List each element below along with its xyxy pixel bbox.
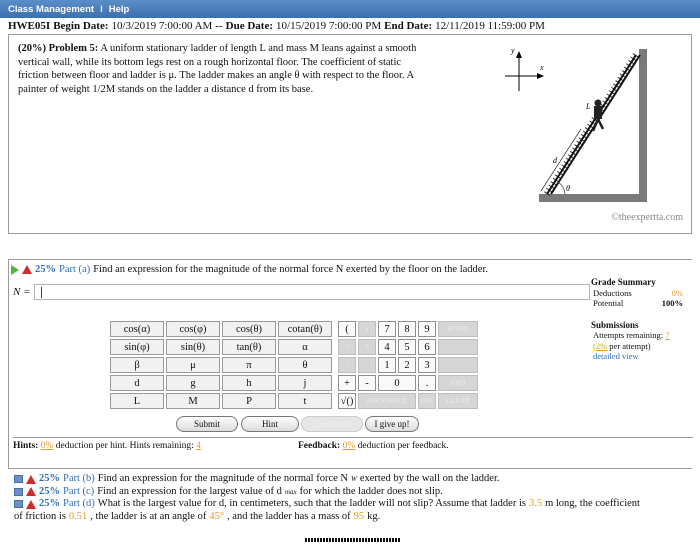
part-b-percent: 25% <box>39 473 60 484</box>
bottom-cut-edge <box>305 538 400 542</box>
key-sqrt[interactable]: √() <box>338 393 356 409</box>
key-P[interactable]: P <box>222 393 276 409</box>
hint-deduction-value: 0% <box>40 441 54 451</box>
key-h[interactable]: h <box>222 375 276 391</box>
ladder-shape <box>547 55 640 194</box>
part-d-row-cont <box>14 511 640 524</box>
dates-dash: -- <box>215 20 223 32</box>
submit-button[interactable]: Submit <box>176 416 238 432</box>
key-dot[interactable]: . <box>418 375 436 391</box>
key-clear: CLEAR <box>438 393 478 409</box>
text-cursor <box>41 287 42 298</box>
due-date: 10/15/2019 7:00:00 PM <box>276 20 382 32</box>
part-d-text: What is the largest value for d, in centimeters, such that the ladder will not slip? Assume that ladder is <box>97 498 526 509</box>
part-b-text: Find an expression for the magnitude of the normal force N <box>97 473 348 484</box>
key-cos-alpha[interactable]: cos(α) <box>110 321 164 337</box>
part-c-tail: for which the ladder does not slip. <box>299 485 443 497</box>
watermark: ©theexpertta.com <box>611 212 683 223</box>
part-c-sub: max <box>284 487 297 496</box>
key-backspace: BACKSPACE <box>358 393 416 409</box>
hint-button[interactable]: Hint <box>241 416 299 432</box>
hints-bar <box>13 437 693 451</box>
key-tan-theta[interactable]: tan(θ) <box>222 339 276 355</box>
warning-icon <box>26 487 36 496</box>
axis-y-label: y <box>511 46 515 55</box>
menu-separator: I <box>100 3 103 15</box>
key-paren-open[interactable]: ( <box>338 321 356 337</box>
part-d-friction: 0.51 <box>68 510 88 522</box>
key-star: * <box>358 339 376 355</box>
part-a-percent: 25% <box>35 264 56 275</box>
key-sin-phi[interactable]: sin(φ) <box>110 339 164 355</box>
potential-value: 100% <box>661 298 683 308</box>
key-9[interactable]: 9 <box>418 321 436 337</box>
axis-x-label: x <box>540 63 544 72</box>
grade-summary-title: Grade Summary <box>591 277 656 287</box>
part-b-label: Part (b) <box>63 473 95 484</box>
wall-shape <box>639 49 647 201</box>
distance-d-line <box>541 129 581 191</box>
give-up-button[interactable]: I give up! <box>365 416 419 432</box>
deductions-label: Deductions <box>593 287 632 298</box>
key-minus[interactable]: - <box>358 375 376 391</box>
part-icon <box>14 488 23 496</box>
part-d-mass: 95 <box>353 510 365 522</box>
key-slash: / <box>338 357 356 373</box>
key-paren-close: ) <box>358 321 376 337</box>
menu-class-management[interactable]: Class Management <box>8 3 95 15</box>
axes-icon <box>505 46 544 91</box>
menu-help[interactable]: Help <box>108 3 130 15</box>
feedback-button: Feedback <box>301 416 363 432</box>
part-d-text-6: kg. <box>367 510 381 522</box>
problem-text: A uniform stationary ladder of length L and mass M leans against a smooth vertical wall, while its bottom legs rest on a rough horizontal floor. The coefficient of static friction between floor and ladder is μ. The ladder makes an angle θ with respect to the floor. A painter of weight 1/2M stands on the ladder a distance d from its base. <box>18 43 417 95</box>
key-end: END <box>438 375 478 391</box>
key-cotan-theta[interactable]: cotan(θ) <box>278 321 332 337</box>
submissions-title: Submissions <box>591 319 639 330</box>
menu-bar <box>0 0 700 18</box>
key-M[interactable]: M <box>166 393 220 409</box>
part-icon <box>14 500 23 508</box>
angle-arc <box>558 182 565 194</box>
problem-panel <box>8 34 692 234</box>
key-plus[interactable]: + <box>338 375 356 391</box>
hints-remaining: 4 <box>196 441 201 451</box>
part-b-row[interactable] <box>14 473 640 486</box>
key-sin-theta[interactable]: sin(θ) <box>166 339 220 355</box>
label-L: L <box>586 102 591 111</box>
hints-label: Hints: <box>13 441 39 451</box>
per-attempt-value: (2% <box>593 340 608 351</box>
feedback-label: Feedback: <box>298 441 341 451</box>
key-t[interactable]: t <box>278 393 332 409</box>
part-d-length: 3.5 <box>528 498 543 509</box>
part-c-row[interactable] <box>14 486 640 499</box>
part-d-label: Part (d) <box>63 498 95 509</box>
end-date: 12/11/2019 11:59:00 PM <box>435 20 545 32</box>
key-beta[interactable]: β <box>110 357 164 373</box>
key-L[interactable]: L <box>110 393 164 409</box>
ladder-figure <box>499 39 684 209</box>
part-b-tail: exerted by the wall on the ladder. <box>359 473 500 484</box>
problem-weight: (20%) Problem 5: <box>18 43 99 54</box>
end-label: End Date: <box>384 20 433 32</box>
key-3[interactable]: 3 <box>418 357 436 373</box>
warning-icon <box>26 475 36 484</box>
part-icon <box>14 475 23 483</box>
expand-arrow-icon[interactable] <box>11 265 19 275</box>
feedback-deduction-value: 0% <box>342 441 356 451</box>
begin-label: Begin Date: <box>53 20 109 32</box>
part-d-text-3: of friction is <box>14 510 66 522</box>
answer-row <box>13 284 590 300</box>
label-theta: θ <box>566 184 570 193</box>
key-2[interactable]: 2 <box>398 357 416 373</box>
part-b-sub: W <box>350 475 357 483</box>
begin-date: 10/3/2019 7:00:00 AM <box>111 20 213 32</box>
part-d-row[interactable] <box>14 498 640 511</box>
per-attempt-label: per attempt) <box>609 340 651 351</box>
part-a-header <box>11 264 488 275</box>
key-theta[interactable]: θ <box>278 357 332 373</box>
hint-deduction-text: deduction per hint. Hints remaining: <box>55 441 194 451</box>
grade-summary <box>591 277 683 362</box>
part-d-text-2: m long, the coefficient <box>545 498 640 509</box>
attempts-value: 7 <box>665 330 670 340</box>
detailed-view-link[interactable]: detailed view <box>593 351 639 361</box>
feedback-deduction-text: deduction per feedback. <box>357 441 449 451</box>
key-8[interactable]: 8 <box>398 321 416 337</box>
key-5[interactable]: 5 <box>398 339 416 355</box>
key-alpha[interactable]: α <box>278 339 332 355</box>
part-a-label: Part (a) <box>59 264 91 275</box>
key-pi[interactable]: π <box>222 357 276 373</box>
problem-statement <box>18 42 428 96</box>
key-mu[interactable]: μ <box>166 357 220 373</box>
key-blank <box>358 357 376 373</box>
key-7[interactable]: 7 <box>378 321 396 337</box>
part-a-panel <box>8 259 692 469</box>
assignment-dates <box>0 19 700 33</box>
part-c-text: Find an expression for the largest value of d <box>97 485 282 497</box>
warning-icon <box>22 265 32 274</box>
label-d: d <box>553 156 557 165</box>
key-g[interactable]: g <box>166 375 220 391</box>
attempts-label: Attempts remaining: <box>593 330 664 340</box>
deductions-value: 0% <box>671 287 683 298</box>
key-home: HOME <box>438 321 478 337</box>
part-d-percent: 25% <box>39 498 60 509</box>
key-del: DEL <box>418 393 436 409</box>
key-right-arrow <box>438 357 478 373</box>
floor-shape <box>539 194 647 202</box>
key-d[interactable]: d <box>110 375 164 391</box>
key-cos-phi[interactable]: cos(φ) <box>166 321 220 337</box>
part-c-label: Part (c) <box>63 485 95 497</box>
part-d-text-5: , and the ladder has a mass of <box>227 510 351 522</box>
key-6[interactable]: 6 <box>418 339 436 355</box>
part-c-percent: 25% <box>39 485 60 497</box>
assignment-id: HWE05I <box>8 20 51 32</box>
key-cos-theta[interactable]: cos(θ) <box>222 321 276 337</box>
key-left-arrow <box>438 339 478 355</box>
part-a-prompt: Find an expression for the magnitude of the normal force N exerted by the floor on the ladder. <box>93 264 488 275</box>
key-1[interactable]: 1 <box>378 357 396 373</box>
key-caret: ^ <box>338 339 356 355</box>
potential-label: Potential <box>593 298 624 308</box>
part-d-angle: 45° <box>209 510 225 522</box>
answer-label: N = <box>13 286 31 298</box>
key-4[interactable]: 4 <box>378 339 396 355</box>
due-label: Due Date: <box>225 20 274 32</box>
key-0[interactable]: 0 <box>378 375 416 391</box>
warning-icon <box>26 500 36 509</box>
other-parts-list <box>14 473 640 523</box>
part-d-text-4: , the ladder is at an angle of <box>90 510 207 522</box>
key-j[interactable]: j <box>278 375 332 391</box>
answer-input[interactable] <box>34 284 590 300</box>
